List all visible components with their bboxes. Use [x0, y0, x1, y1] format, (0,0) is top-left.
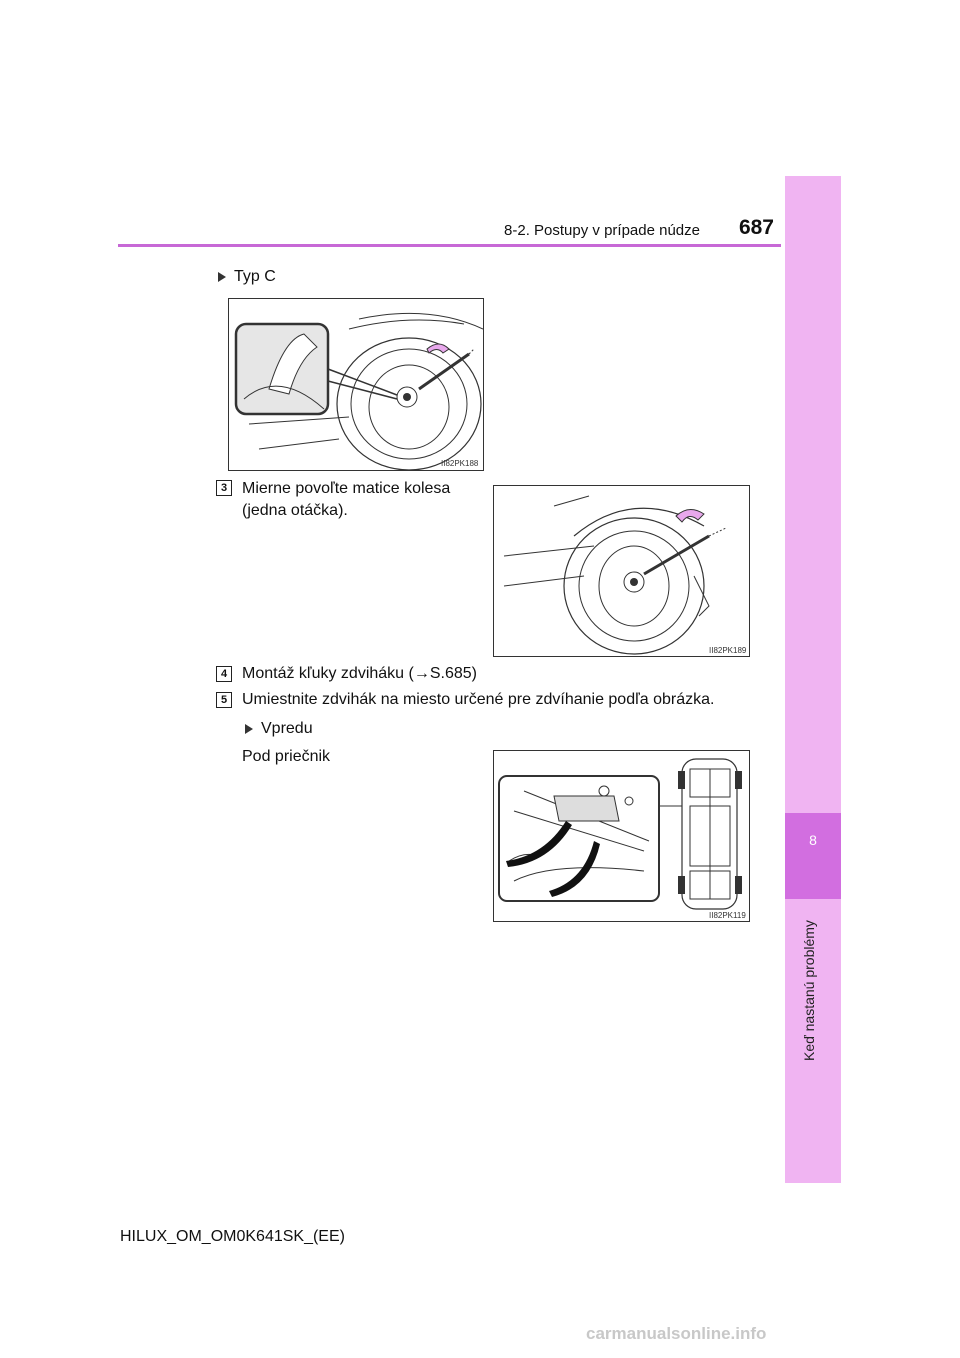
step-4-text: Montáž kľuky zdviháku (→S.685) — [242, 665, 477, 682]
step-3-line-1: Mierne povoľte matice kolesa — [242, 480, 451, 497]
chapter-title-vertical: Keď nastanú problémy — [801, 920, 817, 1061]
step-3-line-2: (jedna otáčka). — [242, 502, 348, 519]
loosen-nuts-illustration — [494, 486, 749, 656]
step-number-box: 4 — [216, 666, 232, 682]
step-5-text: Umiestnite zdvihák na miesto určené pre zdvíhanie podľa obrázka. — [242, 691, 715, 708]
wheel-lug-nut-illustration — [229, 299, 483, 470]
section-title: 8-2. Postupy v prípade núdze — [504, 222, 700, 239]
header-rule — [118, 244, 781, 247]
watermark: carmanualsonline.info — [586, 1324, 767, 1343]
figure-wheel-type-c — [228, 298, 484, 471]
figure-jack-point — [493, 750, 750, 922]
step-3-text — [242, 478, 477, 522]
type-c-label: Typ C — [234, 268, 276, 285]
chapter-number-block — [785, 813, 841, 899]
type-c-label-row — [218, 266, 276, 288]
figure-code: II82PK119 — [709, 911, 746, 920]
step-number-box: 5 — [216, 692, 232, 708]
triangle-bullet-icon — [245, 724, 253, 734]
figure-code: II82PK189 — [709, 646, 747, 655]
triangle-bullet-icon — [218, 272, 226, 282]
front-label-row — [245, 718, 313, 740]
front-label: Vpredu — [261, 720, 313, 737]
figure-code: II82PK188 — [441, 459, 479, 468]
chapter-number: 8 — [809, 832, 817, 848]
figure-loosen-nuts — [493, 485, 750, 657]
step-number-box: 3 — [216, 480, 232, 496]
under-crossmember-label: Pod priečnik — [242, 748, 331, 765]
jack-point-illustration — [494, 751, 749, 921]
document-code: HILUX_OM_OM0K641SK_(EE) — [120, 1228, 345, 1245]
page-number: 687 — [738, 216, 774, 239]
